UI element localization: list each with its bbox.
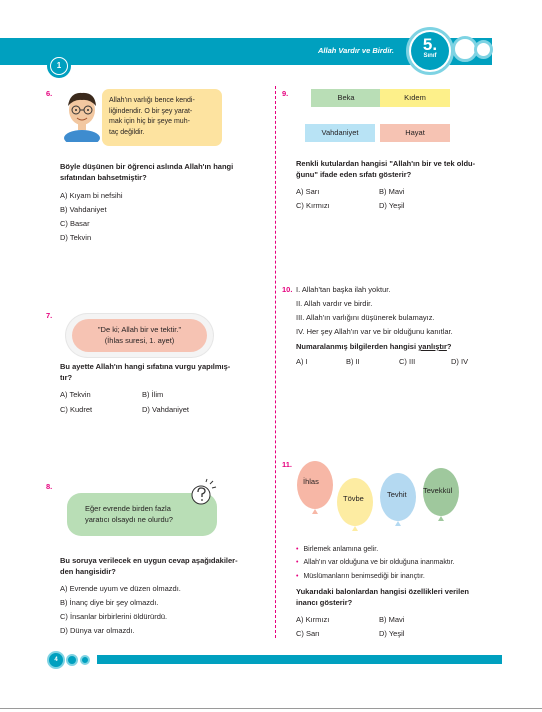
list-item: • Birlemek anlamına gelir. [296, 546, 379, 553]
verse-quote [72, 319, 207, 352]
question-line: Böyle düşünen bir öğrenci aslında Allah'ın hangi [60, 162, 234, 171]
option-a[interactable]: A) Kıyam bi nefsihi [60, 191, 123, 200]
statement-4: IV. Her şey Allah'ın var ve bir olduğunu kanıtlar. [296, 327, 453, 336]
balloon-label: Tevhit [387, 490, 407, 499]
option-c[interactable]: C) İnsanlar birbirlerini öldürürdü. [60, 612, 168, 621]
color-box-blue: Vahdaniyet [305, 124, 375, 142]
option-a[interactable]: A) Evrende uyum ve düzen olmazdı. [60, 584, 181, 593]
header-decor-circle [474, 40, 493, 59]
list-item: • Müslümanların benimsediği bir inançtır. [296, 572, 425, 580]
option-a[interactable]: A) Sarı [296, 187, 320, 196]
balloon-label: Tevekkül [423, 486, 453, 495]
option-d[interactable]: D) Dünya var olmazdı. [60, 626, 135, 635]
option-b[interactable]: B) İlim [142, 390, 164, 399]
option-b[interactable]: B) Vahdaniyet [60, 205, 107, 214]
bullet-text: Müslümanların benimsediği bir inançtır. [303, 572, 425, 580]
speech-bubble [102, 89, 222, 146]
balloon-label: İhlas [303, 477, 319, 486]
option-a[interactable]: A) Kırmızı [296, 615, 330, 624]
question-number: 8. [46, 482, 53, 491]
question-line: sıfatından bahsetmiştir? [60, 172, 147, 182]
option-b[interactable]: B) Mavi [379, 615, 405, 624]
question-number: 10. [282, 285, 293, 294]
question-line: tır? [60, 372, 73, 382]
grade-label: Sınıf [423, 53, 437, 59]
footer-decor-circle [66, 654, 78, 666]
question-text [296, 159, 475, 180]
bullet-list [296, 543, 455, 583]
option-c[interactable]: C) Sarı [296, 629, 320, 638]
option-b[interactable]: B) Mavi [379, 187, 405, 196]
list-item: • Allah'ın var olduğuna ve bir olduğuna inanmaktır. [296, 559, 455, 567]
option-c[interactable]: C) Kudret [60, 405, 93, 414]
unit-number-badge: 1 [51, 58, 67, 74]
bubble-line: Allah'ın varlığı bence kendi- [109, 97, 195, 104]
question-line: inancı gösterir? [296, 597, 353, 607]
question-text [60, 162, 233, 183]
bubble-line: yaratıcı olsaydı ne olurdu? [85, 515, 173, 524]
option-c[interactable]: C) III [399, 357, 416, 366]
statement-2: II. Allah vardır ve birdir. [296, 299, 373, 308]
question-text [60, 362, 230, 383]
question-line: Bu ayette Allah'ın hangi sıfatına vurgu yapılmış- [60, 362, 231, 371]
option-c[interactable]: C) Basar [60, 219, 90, 228]
option-d[interactable]: D) Yeşil [379, 201, 405, 210]
bubble-line: Eğer evrende birden fazla [85, 504, 171, 513]
question-line: Renkli kutulardan hangisi "Allah'ın bir ve tek oldu- [296, 159, 476, 168]
question-mark-icon [188, 478, 218, 508]
question-text [296, 587, 469, 608]
page-number: 4 [47, 651, 65, 669]
question-line: ğunu" ifade eden sıfatı gösterir? [296, 169, 412, 179]
balloons-illustration [294, 460, 494, 540]
bubble-line: liğindendir. O bir şey yarat- [109, 107, 193, 115]
option-b[interactable]: B) II [346, 357, 360, 366]
option-a[interactable]: A) Tekvin [60, 390, 91, 399]
unit-title: Allah Vardır ve Birdir. [318, 46, 394, 55]
statement-3: III. Allah'ın varlığını düşünerek bulamayız. [296, 313, 435, 322]
balloon-label: Tövbe [343, 494, 364, 503]
page-edge-line [0, 708, 542, 709]
option-d[interactable]: D) Tekvin [60, 233, 92, 242]
option-c[interactable]: C) Kırmızı [296, 201, 330, 210]
grade-number: 5. [422, 35, 438, 54]
color-box-yellow: Kıdem [380, 89, 450, 107]
statement-1: I. Allah'tan başka ilah yoktur. [296, 285, 391, 294]
option-d[interactable]: D) IV [451, 357, 469, 366]
option-b[interactable]: B) İnanç diye bir şey olmazdı. [60, 598, 159, 607]
column-divider [275, 86, 276, 638]
option-d[interactable]: D) Yeşil [379, 629, 405, 638]
question-line: den hangisidir? [60, 566, 116, 576]
question-number: 11. [282, 460, 293, 469]
footer-band [97, 655, 502, 664]
quote-line: (İhlas suresi, 1. ayet) [104, 336, 175, 345]
student-boy-illustration [60, 88, 104, 142]
option-a[interactable]: A) I [296, 357, 308, 366]
color-box-red: Hayat [380, 124, 450, 142]
question-line: Yukarıdaki balonlardan hangisi özellikleri verilen [296, 587, 469, 596]
question-part: ? [446, 342, 452, 351]
bubble-line: mak için hiç bir şeye muh- [109, 118, 190, 125]
quote-line: "De ki; Allah bir ve tektir." [97, 325, 182, 334]
footer-decor-circle [80, 655, 90, 665]
question-text [60, 556, 238, 577]
question-text [296, 342, 451, 353]
question-number: 9. [282, 89, 289, 98]
grade-badge [411, 32, 449, 70]
question-part: Numaralanmış bilgilerden hangisi [296, 342, 419, 351]
question-line: Bu soruya verilecek en uygun cevap aşağıdakiler- [60, 556, 238, 565]
bullet-text: Birlemek anlamına gelir. [303, 546, 379, 553]
emphasized-word: yanlıştır [418, 342, 447, 351]
bubble-line: taç değildir. [109, 128, 145, 136]
question-number: 7. [46, 311, 53, 320]
bullet-text: Allah'ın var olduğuna ve bir olduğuna inanmaktır. [303, 559, 455, 567]
question-number: 6. [46, 89, 53, 98]
color-box-green: Beka [311, 89, 381, 107]
option-d[interactable]: D) Vahdaniyet [142, 405, 189, 414]
